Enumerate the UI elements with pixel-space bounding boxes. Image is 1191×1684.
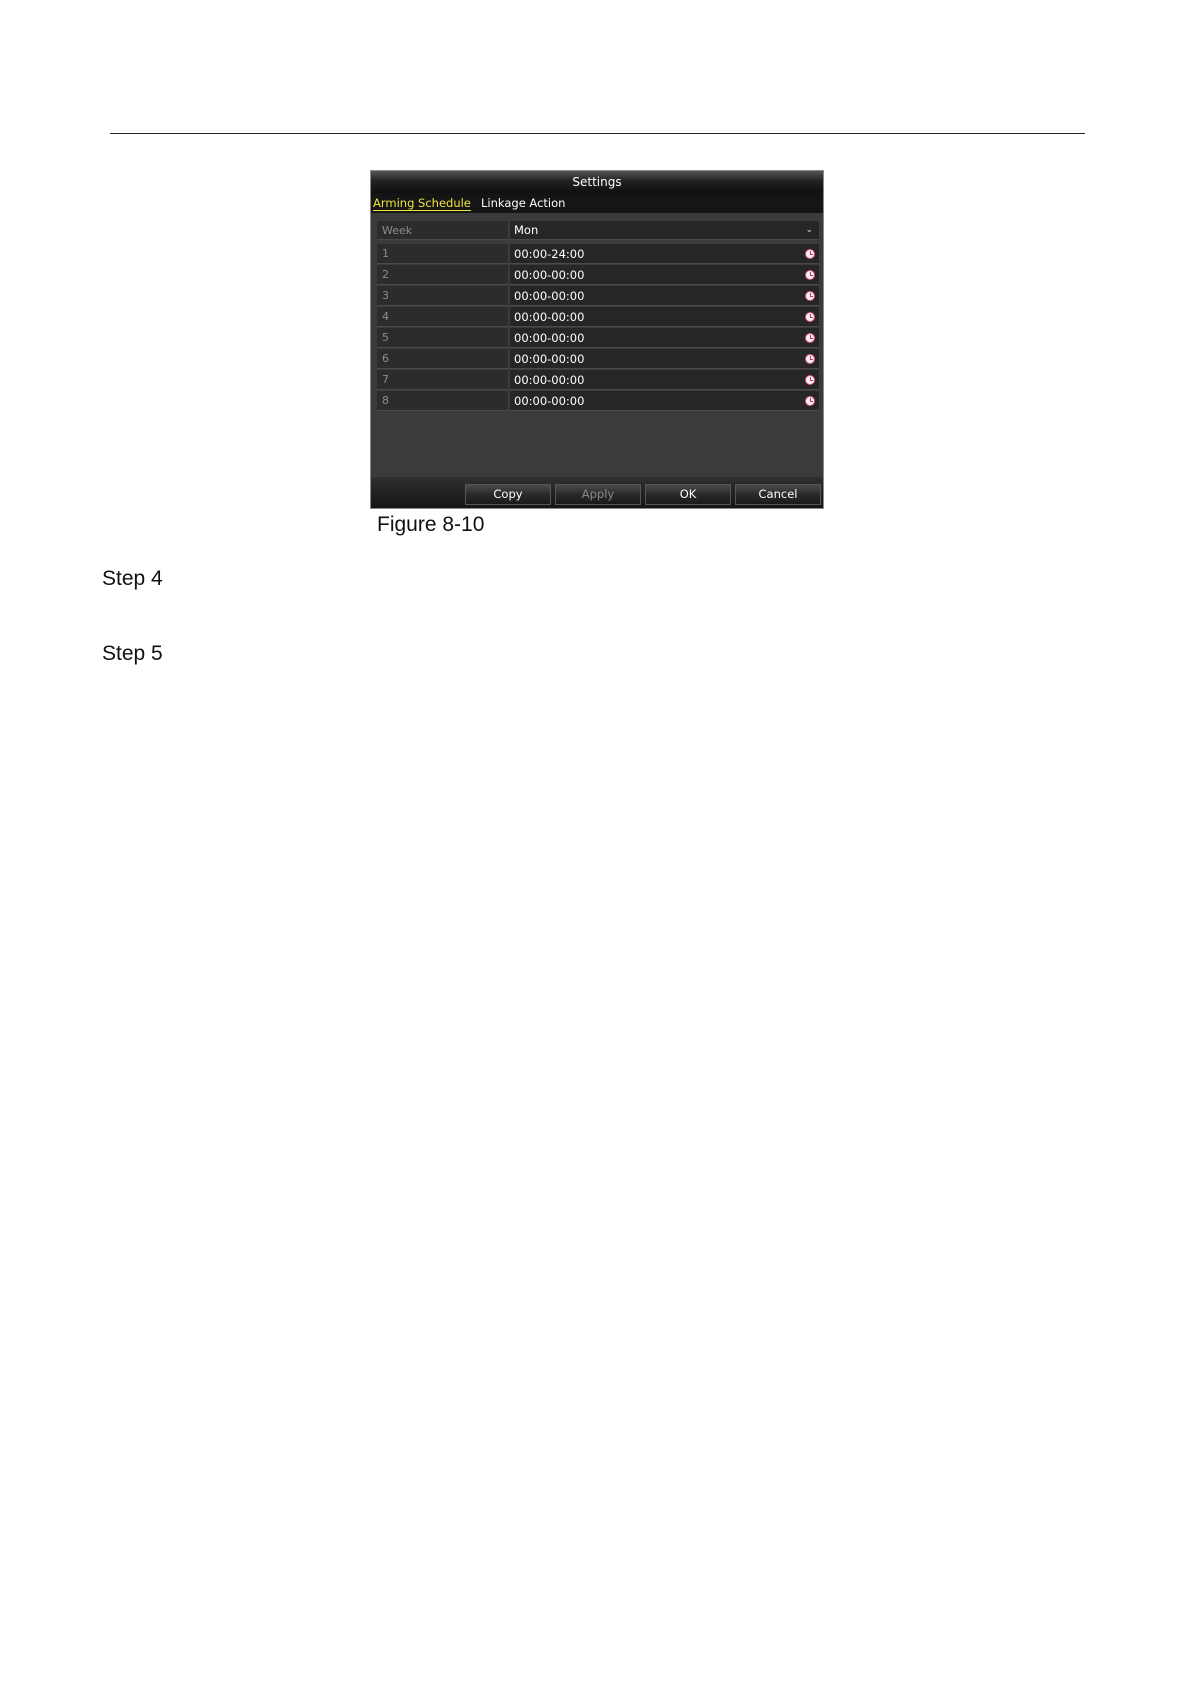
- apply-button[interactable]: Apply: [555, 484, 641, 505]
- time-period-field[interactable]: [510, 286, 819, 306]
- dialog-footer: [371, 477, 823, 508]
- step-5-heading: Step 5: [102, 642, 163, 665]
- tab-bar: [371, 193, 823, 213]
- cancel-button[interactable]: Cancel: [735, 484, 821, 505]
- clock-icon[interactable]: [805, 270, 815, 280]
- clock-icon[interactable]: [805, 375, 815, 385]
- active-tab-underline: [373, 210, 471, 211]
- header-rule: [110, 133, 1085, 134]
- time-period-field[interactable]: [510, 328, 819, 348]
- step-4-heading: Step 4: [102, 567, 163, 590]
- time-period-field[interactable]: [510, 349, 819, 369]
- table-row: [377, 265, 819, 285]
- time-period-value: 00:00-24:00: [514, 247, 585, 261]
- week-select-value: Mon: [514, 223, 539, 237]
- time-period-field[interactable]: [510, 244, 819, 264]
- row-index: 7: [377, 370, 508, 390]
- figure-caption: Figure 8-10: [377, 513, 485, 536]
- ok-button[interactable]: OK: [645, 484, 731, 505]
- row-index: 4: [377, 307, 508, 327]
- table-row: [377, 244, 819, 264]
- row-index: 8: [377, 391, 508, 411]
- clock-icon[interactable]: [805, 249, 815, 259]
- time-period-value: 00:00-00:00: [514, 289, 585, 303]
- tab-linkage-action-label: Linkage Action: [481, 196, 566, 210]
- table-row: [377, 391, 819, 411]
- time-period-value: 00:00-00:00: [514, 310, 585, 324]
- row-index: 6: [377, 349, 508, 369]
- clock-icon[interactable]: [805, 396, 815, 406]
- tab-linkage-action[interactable]: [481, 193, 565, 213]
- time-period-value: 00:00-00:00: [514, 331, 585, 345]
- row-index: 1: [377, 244, 508, 264]
- table-row: [377, 370, 819, 390]
- tab-arming-schedule-label: Arming Schedule: [373, 196, 471, 210]
- row-index: 5: [377, 328, 508, 348]
- table-row: [377, 286, 819, 306]
- table-row: [377, 328, 819, 348]
- time-period-value: 00:00-00:00: [514, 394, 585, 408]
- time-period-value: 00:00-00:00: [514, 352, 585, 366]
- tab-arming-schedule[interactable]: [373, 193, 471, 213]
- week-row: [377, 221, 819, 240]
- chevron-down-icon: ⌄: [805, 225, 813, 235]
- settings-dialog: [370, 170, 824, 509]
- time-period-value: 00:00-00:00: [514, 373, 585, 387]
- time-period-field[interactable]: [510, 370, 819, 390]
- time-period-field[interactable]: [510, 307, 819, 327]
- clock-icon[interactable]: [805, 312, 815, 322]
- row-index: 2: [377, 265, 508, 285]
- table-row: [377, 307, 819, 327]
- time-period-field[interactable]: [510, 391, 819, 411]
- week-select[interactable]: [510, 221, 819, 240]
- table-row: [377, 349, 819, 369]
- week-label: Week: [377, 221, 508, 240]
- clock-icon[interactable]: [805, 291, 815, 301]
- copy-button[interactable]: Copy: [465, 484, 551, 505]
- schedule-table: [377, 221, 819, 412]
- time-period-field[interactable]: [510, 265, 819, 285]
- time-period-value: 00:00-00:00: [514, 268, 585, 282]
- row-index: 3: [377, 286, 508, 306]
- dialog-title: Settings: [371, 171, 823, 193]
- clock-icon[interactable]: [805, 354, 815, 364]
- clock-icon[interactable]: [805, 333, 815, 343]
